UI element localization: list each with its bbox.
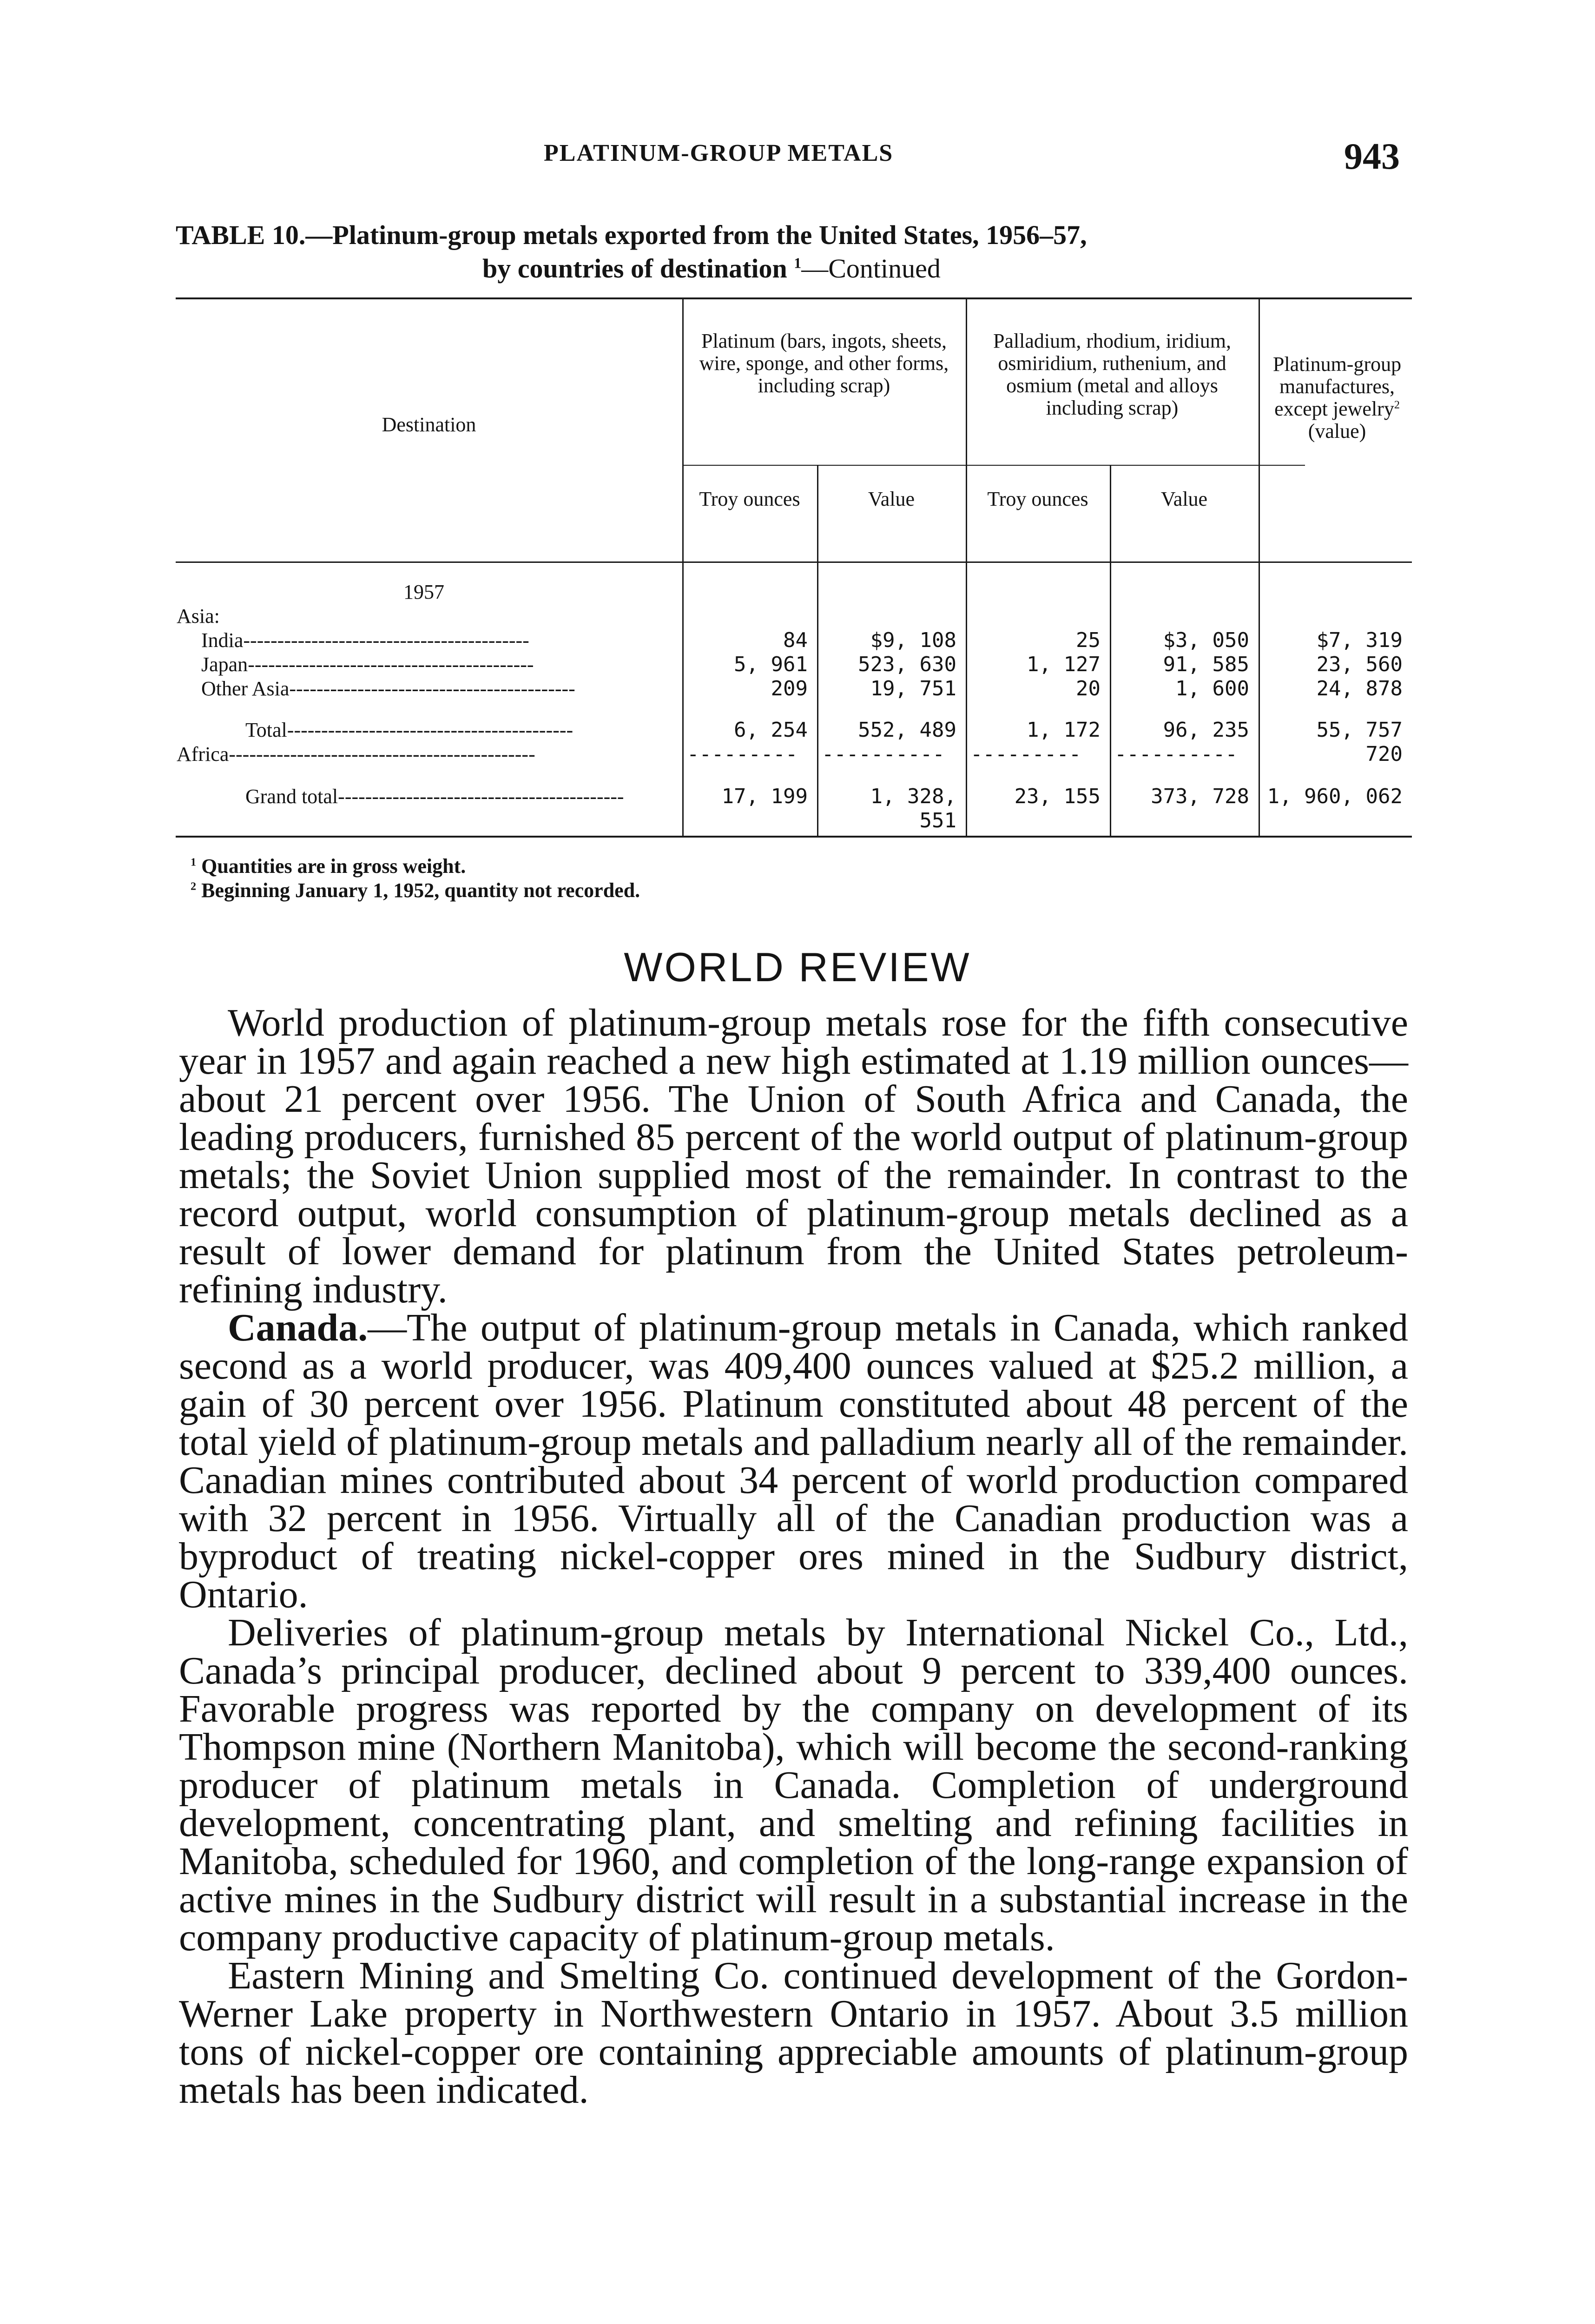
- caption-line2: by countries of destination: [482, 253, 787, 284]
- cell-dashes: ----------: [1114, 742, 1238, 766]
- cell: 96, 235: [1163, 718, 1249, 742]
- col-divider-3: [966, 297, 967, 836]
- cell: 720: [1365, 742, 1403, 766]
- cell: 25: [1076, 628, 1101, 652]
- row-label: Other Asia------------------------------------------: [201, 677, 575, 700]
- caption-footnote-ref: 1: [794, 255, 802, 271]
- col-divider-1: [682, 297, 684, 836]
- header-manufactures-ref: 2: [1394, 398, 1400, 411]
- cell: 1, 172: [1027, 718, 1101, 742]
- row-label: Japan------------------------------------------: [201, 653, 534, 676]
- caption-continued: —Continued: [801, 253, 941, 284]
- header-manufactures-unit: (value): [1308, 420, 1366, 442]
- header-pd-troy: Troy ounces: [987, 488, 1088, 510]
- region-asia: Asia:: [177, 605, 220, 627]
- row-label-grand-total: Grand total------------------------------------------: [245, 785, 624, 808]
- cell: 523, 630: [858, 653, 956, 676]
- cell: 209: [771, 677, 808, 700]
- cell: 6, 254: [734, 718, 808, 742]
- header-pt-troy: Troy ounces: [699, 488, 800, 510]
- footnote-1: $^1$ Quantities are in gross weight.: [191, 855, 466, 878]
- cell: $9, 108: [870, 628, 956, 652]
- cell: 17, 199: [721, 785, 808, 808]
- cell: $7, 319: [1316, 628, 1403, 652]
- cell: $3, 050: [1163, 628, 1249, 652]
- cell-dashes: ---------: [970, 742, 1081, 766]
- header-destination: Destination: [382, 413, 476, 436]
- row-label: India------------------------------------------: [201, 629, 529, 652]
- cell: 24, 878: [1316, 677, 1403, 700]
- cell: 1, 328, 551: [870, 785, 956, 832]
- running-title: PLATINUM-GROUP METALS: [544, 140, 894, 166]
- cell: 55, 757: [1316, 718, 1403, 742]
- paragraph-2: [179, 1306, 1408, 1616]
- caption-line2-wrap: [176, 252, 1412, 285]
- header-pt-value: Value: [868, 488, 915, 510]
- table-footnotes: [191, 854, 640, 903]
- row-label-africa: Africa---------------------------------------------: [177, 743, 535, 766]
- paragraph-3: Deliveries of platinum-group metals by International Nickel Co., Ltd., Canada’s principal producer, declined about 9 percent to 339,400 ounces. Favorable progress was reported by the company on development of its Thompson mine (Northern Manitoba), which will become the second-ranking producer of platinum metals in Canada. Completion of underground development, concentrating plant, and smelting and refining facilities in Manitoba, scheduled for 1960, and completion of the long-range expansion of active mines in the Sudbury district will result in a substantial increase in the company productive capacity of platinum-group metals.: [179, 1611, 1408, 1959]
- cell: 552, 489: [858, 718, 956, 742]
- col-divider-5: [1259, 297, 1260, 836]
- year-label: 1957: [403, 581, 444, 603]
- col-divider-4: [1110, 465, 1111, 836]
- exports-table: [176, 297, 1412, 855]
- row-label-total: Total------------------------------------------: [245, 719, 573, 741]
- page-number: 943: [1344, 136, 1400, 177]
- cell: 84: [783, 628, 808, 652]
- header-palladium: Palladium, rhodium, iridium, osmiridium, ruthenium, and osmium (metal and alloys including scrap): [993, 330, 1232, 419]
- cell: 19, 751: [870, 677, 956, 700]
- cell: 1, 600: [1175, 677, 1249, 700]
- cell: 1, 960, 062: [1267, 785, 1403, 808]
- body-text: [179, 1001, 1408, 2112]
- cell-dashes: ---------: [687, 742, 798, 766]
- cell: 373, 728: [1151, 785, 1249, 808]
- table-bottom-rule: [176, 836, 1412, 838]
- col-divider-2: [817, 465, 818, 836]
- section-title: WORLD REVIEW: [624, 944, 971, 990]
- cell: 91, 585: [1163, 653, 1249, 676]
- cell: 1, 127: [1027, 653, 1101, 676]
- paragraph-2-lead: Canada.: [228, 1306, 368, 1349]
- header-manufactures-label: Platinum-group manufactures, except jewelry: [1272, 353, 1402, 420]
- header-pd-value: Value: [1160, 488, 1208, 510]
- caption-line1: TABLE 10.—Platinum-group metals exported from the United States, 1956–57,: [176, 220, 1087, 250]
- paragraph-1: World production of platinum-group metals rose for the fifth consecutive year in 1957 and again reached a new high estimated at 1.19 million ounces—about 21 percent over 1956. The Union of South Africa and Canada, the leading producers, furnished 85 percent of the world output of platinum-group metals; the Soviet Union supplied most of the remainder. In contrast to the record output, world consumption of platinum-group metals declined as a result of lower demand for platinum from the United States petroleum-refining industry.: [179, 1001, 1408, 1311]
- table-top-rule: [176, 297, 1412, 299]
- paragraph-2-text: —The output of platinum-group metals in Canada, which ranked second as a world producer, was 409,400 ounces valued at $25.2 million, a gain of 30 percent over 1956. Platinum constituted about 48 percent of the total yield of platinum-group metals and palladium nearly all of the remainder. Canadian mines contributed about 34 percent of world production compared with 32 percent in 1956. Virtually all of the Canadian production was a byproduct of treating nickel-copper ores mined in the Sudbury district, Ontario.: [179, 1306, 1408, 1616]
- header-platinum: Platinum (bars, ingots, sheets, wire, sponge, and other forms, including scrap): [699, 330, 949, 397]
- footnote-2: $^2$ Beginning January 1, 1952, quantity not recorded.: [191, 879, 640, 902]
- header-bottom-rule: [176, 561, 1412, 563]
- cell: 23, 560: [1316, 653, 1403, 676]
- header-manufactures: [1262, 353, 1412, 442]
- cell: 23, 155: [1014, 785, 1101, 808]
- cell: 20: [1076, 677, 1101, 700]
- cell-dashes: ----------: [822, 742, 945, 766]
- paragraph-4: Eastern Mining and Smelting Co. continued development of the Gordon-Werner Lake property in Northwestern Ontario in 1957. About 3.5 million tons of nickel-copper ore containing appreciable amounts of platinum-group metals has been indicated.: [179, 1954, 1408, 2112]
- subheader-rule: [682, 465, 1305, 466]
- cell: 5, 961: [734, 653, 808, 676]
- table-caption: [176, 218, 1412, 285]
